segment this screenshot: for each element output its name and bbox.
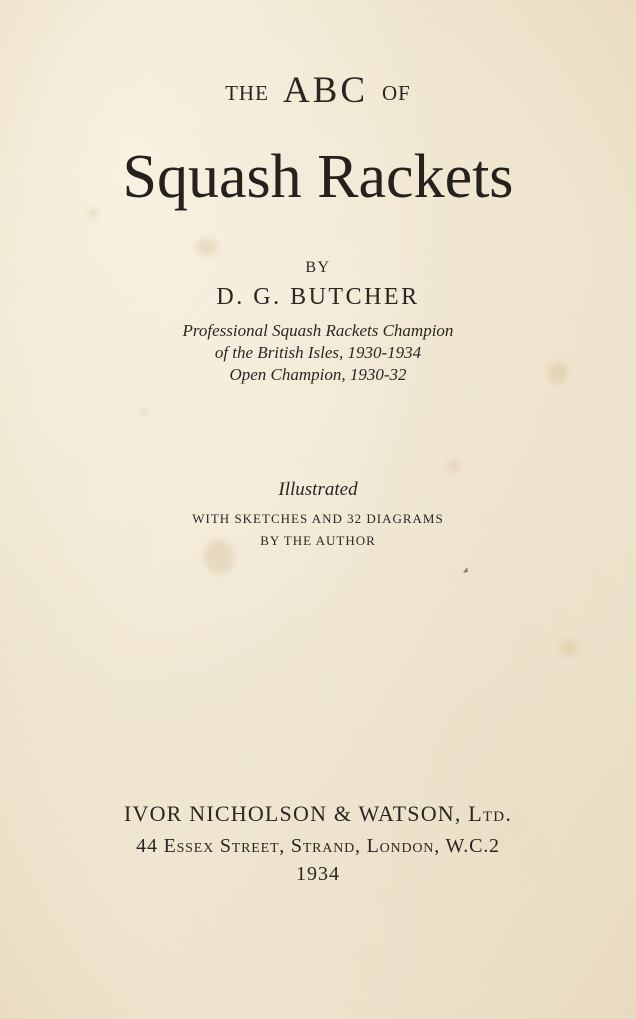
credential-line-3: Open Champion, 1930-32 (229, 365, 407, 384)
title-of: OF (382, 81, 411, 105)
illustration-line-2: BY THE AUTHOR (260, 533, 376, 548)
title-abc: ABC (282, 70, 369, 111)
author-name: D. G. BUTCHER (216, 284, 420, 310)
by-line: BY (305, 259, 331, 276)
publisher-name: IVOR NICHOLSON & WATSON, Ltd. (123, 801, 513, 826)
credential-line-2: of the British Isles, 1930-1934 (214, 343, 422, 362)
publication-year: 1934 (296, 863, 340, 885)
ink-mark-icon (462, 566, 470, 574)
book-title: Squash Rackets (122, 143, 514, 211)
illustrated-label: Illustrated (278, 479, 358, 500)
illustration-line-1: WITH SKETCHES AND 32 DIAGRAMS (192, 511, 444, 526)
publisher-address: 44 Essex Street, Strand, London, W.C.2 (136, 835, 500, 857)
title-prefix: THE (225, 81, 269, 105)
title-line-abc (0, 72, 636, 109)
credential-line-1: Professional Squash Rackets Champion (182, 321, 454, 340)
